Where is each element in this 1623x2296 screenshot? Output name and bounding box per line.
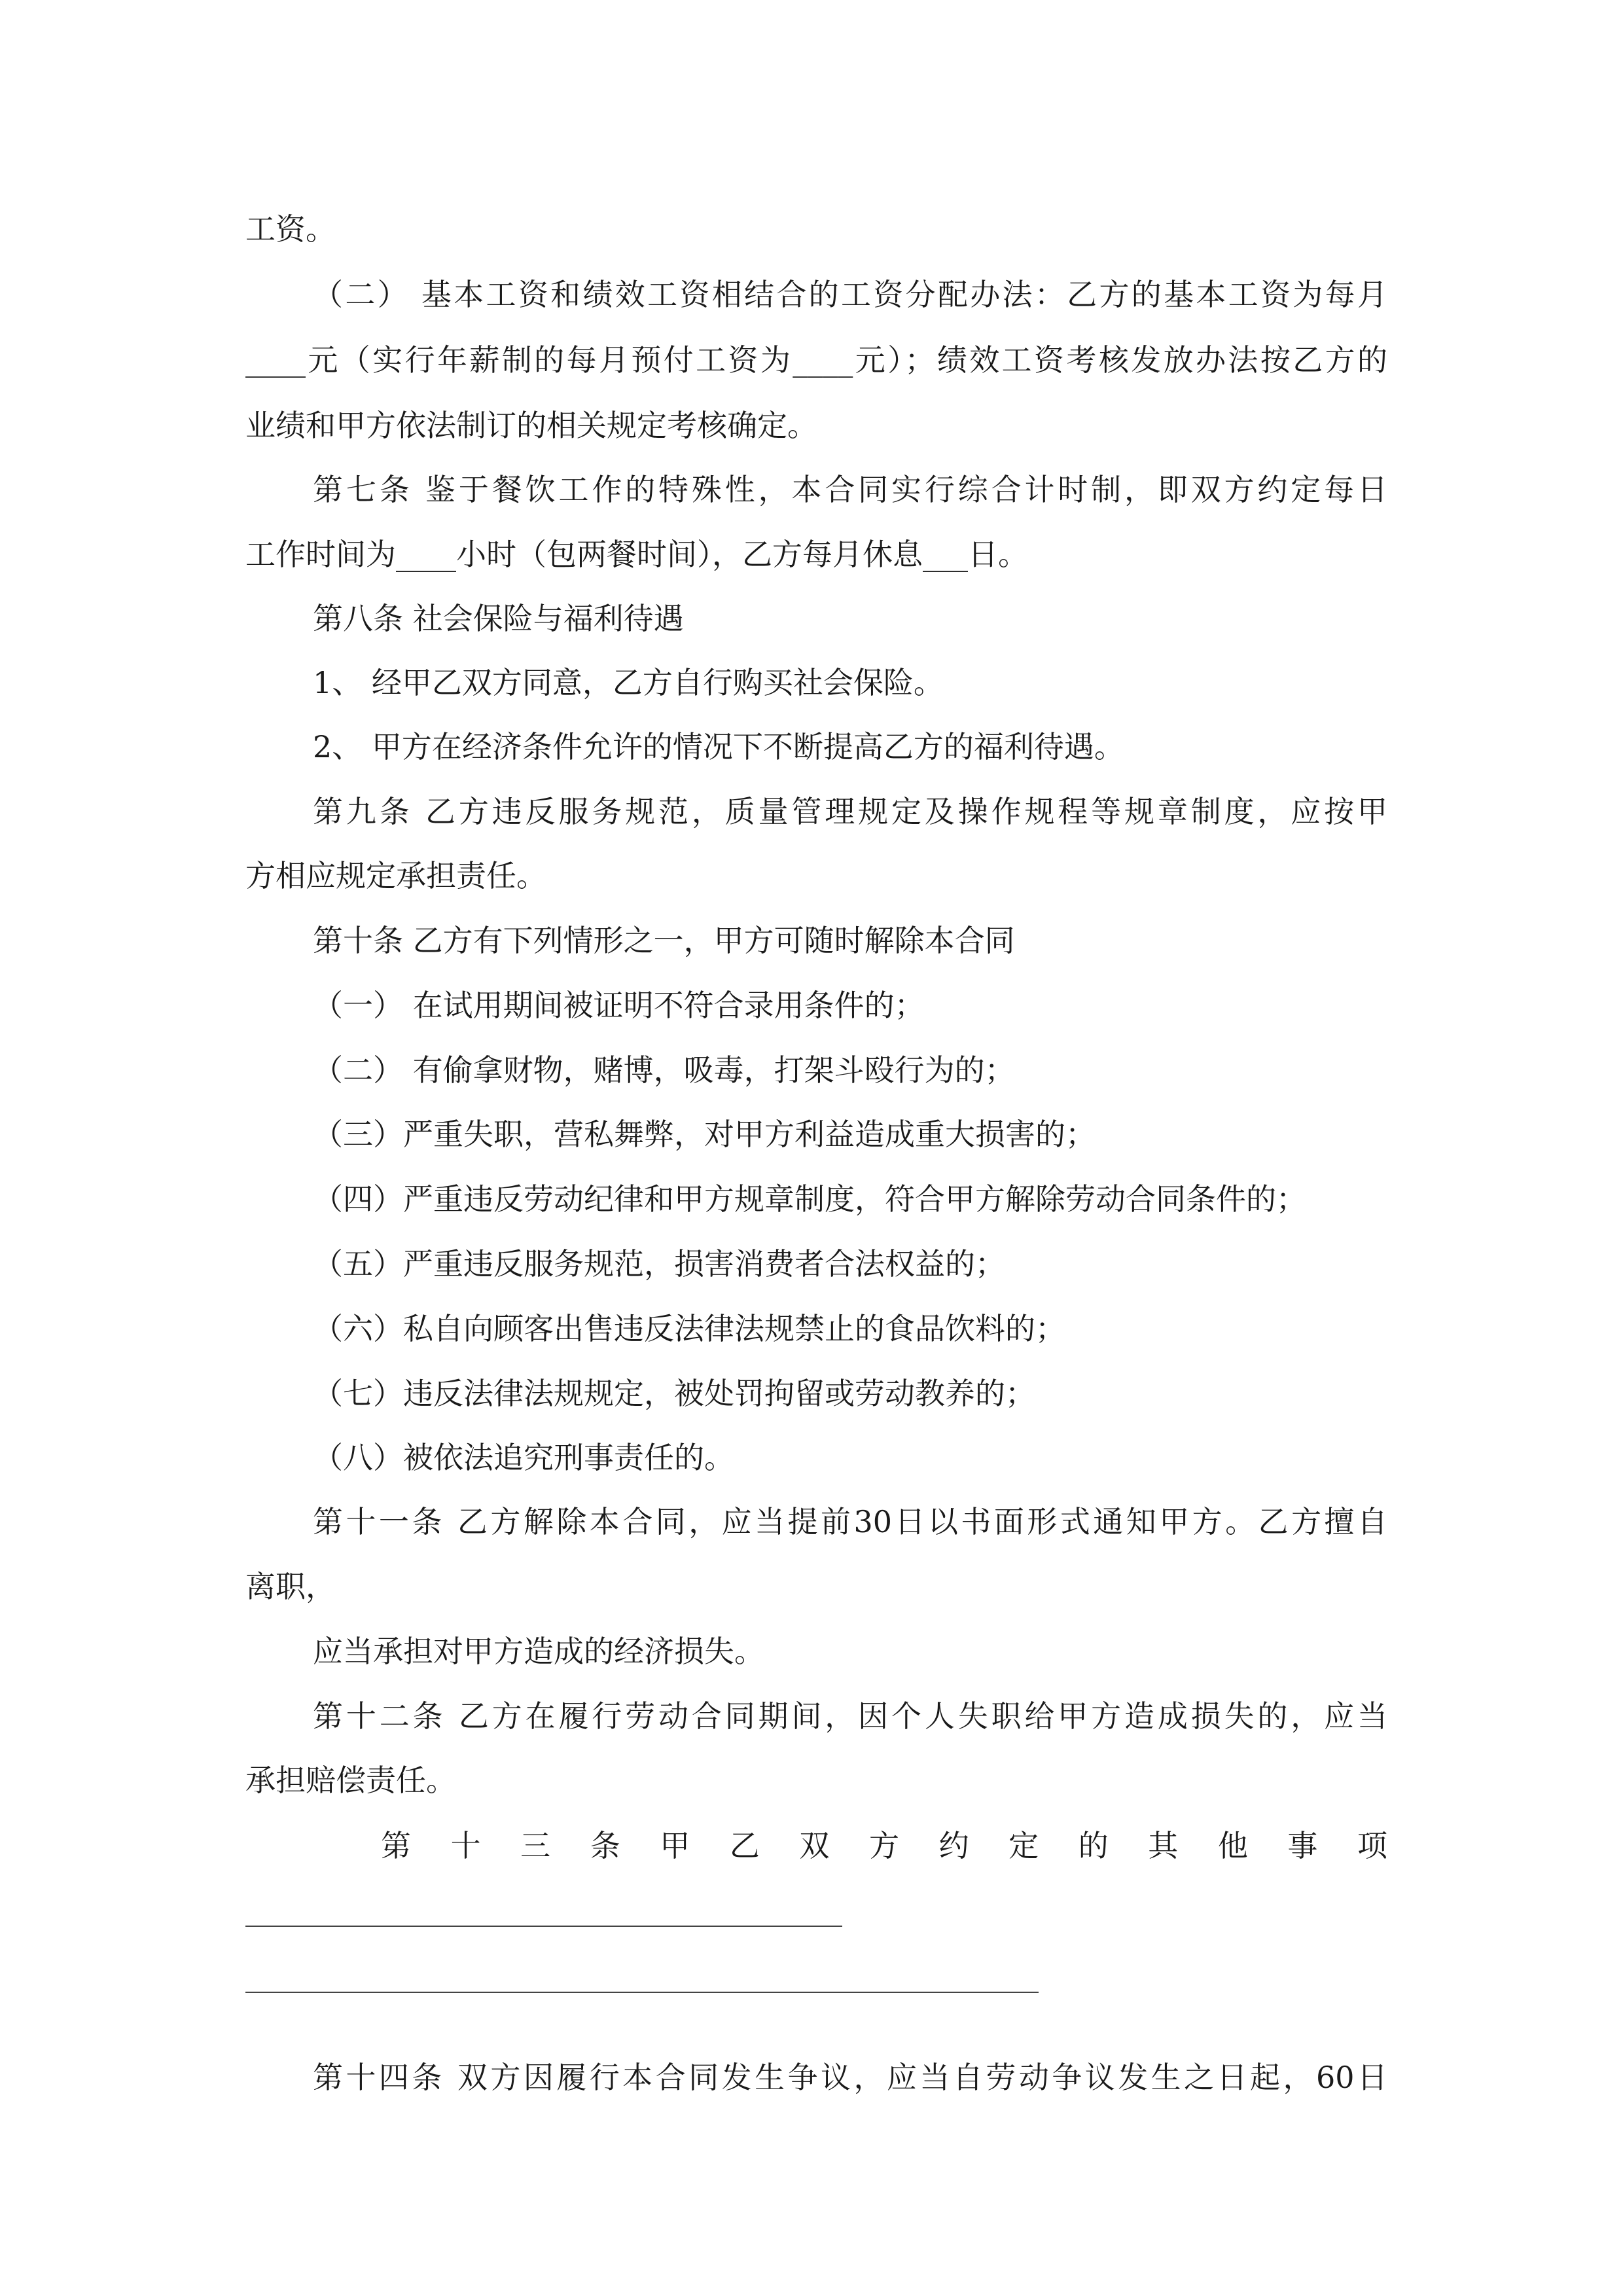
- text-line: （八）被依法追究刑事责任的。: [313, 1440, 734, 1475]
- text-line: 工作时间为____小时（包两餐时间），乙方每月休息___日。: [245, 537, 1028, 572]
- text-line: 第十条 乙方有下列情形之一，甲方可随时解除本合同: [313, 923, 1015, 958]
- text-line: 第十一条 乙方解除本合同，应当提前30日以书面形式通知甲方。乙方擅自: [313, 1504, 1387, 1539]
- text-line: （四）严重违反劳动纪律和甲方规章制度，符合甲方解除劳动合同条件的；: [313, 1181, 1306, 1217]
- text-line: （五）严重违反服务规范，损害消费者合法权益的；: [313, 1246, 1005, 1282]
- text-line: ____元（实行年薪制的每月预付工资为____元）；绩效工资考核发放办法按乙方的: [245, 342, 1387, 378]
- text-line: 离职，: [245, 1569, 336, 1604]
- text-line: （一） 在试用期间被证明不符合录用条件的；: [313, 988, 925, 1023]
- text-line: 第七条 鉴于餐饮工作的特殊性，本合同实行综合计时制，即双方约定每日: [313, 472, 1387, 507]
- text-line: （二） 基本工资和绩效工资相结合的工资分配办法：乙方的基本工资为每月: [313, 277, 1387, 312]
- text-line: 第十四条 双方因履行本合同发生争议，应当自劳动争议发生之日起，60日: [313, 2060, 1387, 2095]
- text-line: 第八条 社会保险与福利待遇: [313, 601, 684, 636]
- text-line: （六）私自向顾客出售违反法律法规禁止的食品饮料的；: [313, 1311, 1065, 1346]
- text-line: 承担赔偿责任。: [245, 1763, 456, 1798]
- text-line: 2、 甲方在经济条件允许的情况下不断提高乙方的福利待遇。: [313, 729, 1124, 764]
- text-line: （三）严重失职，营私舞弊，对甲方利益造成重大损害的；: [313, 1117, 1096, 1152]
- blank-fill-line: [245, 1992, 1039, 1993]
- text-line: 工资。: [245, 211, 336, 247]
- text-line: 应当承担对甲方造成的经济损失。: [313, 1634, 764, 1669]
- text-line: 1、 经甲乙双方同意，乙方自行购买社会保险。: [313, 665, 944, 700]
- text-line: 方相应规定承担责任。: [245, 858, 546, 893]
- text-line: （二） 有偷拿财物，赌博，吸毒，打架斗殴行为的；: [313, 1052, 1015, 1088]
- text-line: （七）违反法律法规规定，被处罚拘留或劳动教养的；: [313, 1376, 1035, 1411]
- text-line: 第 十 三 条 甲 乙 双 方 约 定 的 其 他 事 项: [381, 1828, 1387, 1863]
- blank-fill-line: [245, 1926, 842, 1927]
- text-line: 第九条 乙方违反服务规范，质量管理规定及操作规程等规章制度，应按甲: [313, 794, 1387, 829]
- text-line: 业绩和甲方依法制订的相关规定考核确定。: [245, 408, 817, 443]
- text-line: 第十二条 乙方在履行劳动合同期间，因个人失职给甲方造成损失的，应当: [313, 1698, 1387, 1734]
